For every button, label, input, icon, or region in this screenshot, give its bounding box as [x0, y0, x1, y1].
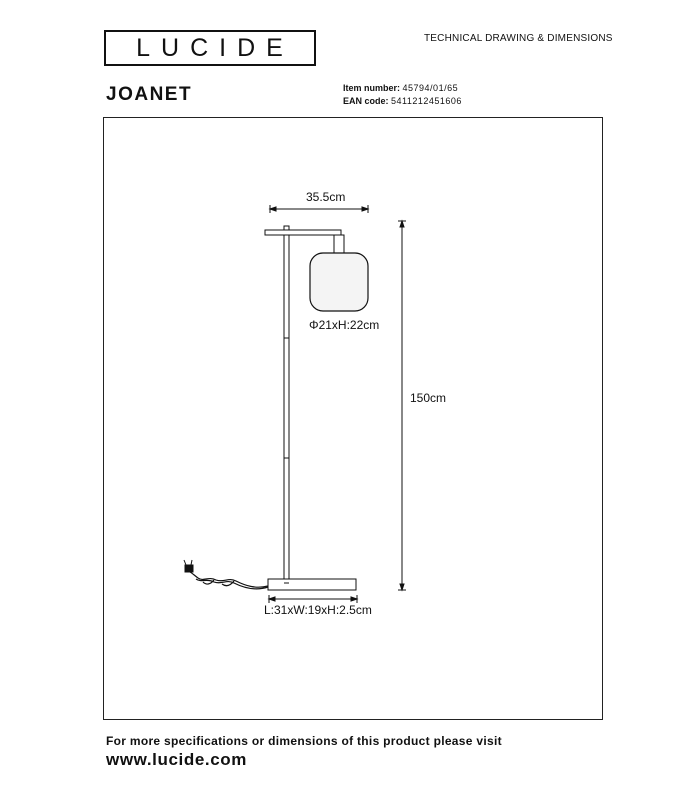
shade-dimension-label: Φ21xH:22cm — [309, 318, 380, 332]
arm-width-label: 35.5cm — [306, 190, 346, 204]
item-number-label: Item number: — [343, 83, 401, 93]
power-cable — [190, 572, 268, 589]
lamp-base — [268, 579, 356, 590]
document-title: TECHNICAL DRAWING & DIMENSIONS — [424, 33, 613, 44]
website-link[interactable]: www.lucide.com — [106, 750, 247, 769]
lamp-shade — [310, 253, 368, 311]
product-name: JOANET — [106, 84, 193, 105]
lamp-pole — [284, 226, 289, 580]
ean-code-value: 5411212451606 — [391, 96, 462, 106]
height-label: 150cm — [410, 391, 447, 405]
plug-icon — [184, 560, 193, 572]
arm-width-dimension — [270, 205, 368, 213]
item-number-value: 45794/01/65 — [402, 83, 459, 93]
lamp-socket — [334, 235, 344, 253]
brand-logo-text: LUCIDE — [136, 33, 294, 62]
base-dimension — [269, 595, 357, 603]
lamp-arm — [265, 230, 341, 235]
base-dimension-label: L:31xW:19xH:2.5cm — [264, 603, 372, 617]
footer-note: For more specifications or dimensions of this product please visit — [106, 734, 502, 748]
height-dimension — [398, 221, 406, 590]
ean-code-label: EAN code: — [343, 96, 389, 106]
